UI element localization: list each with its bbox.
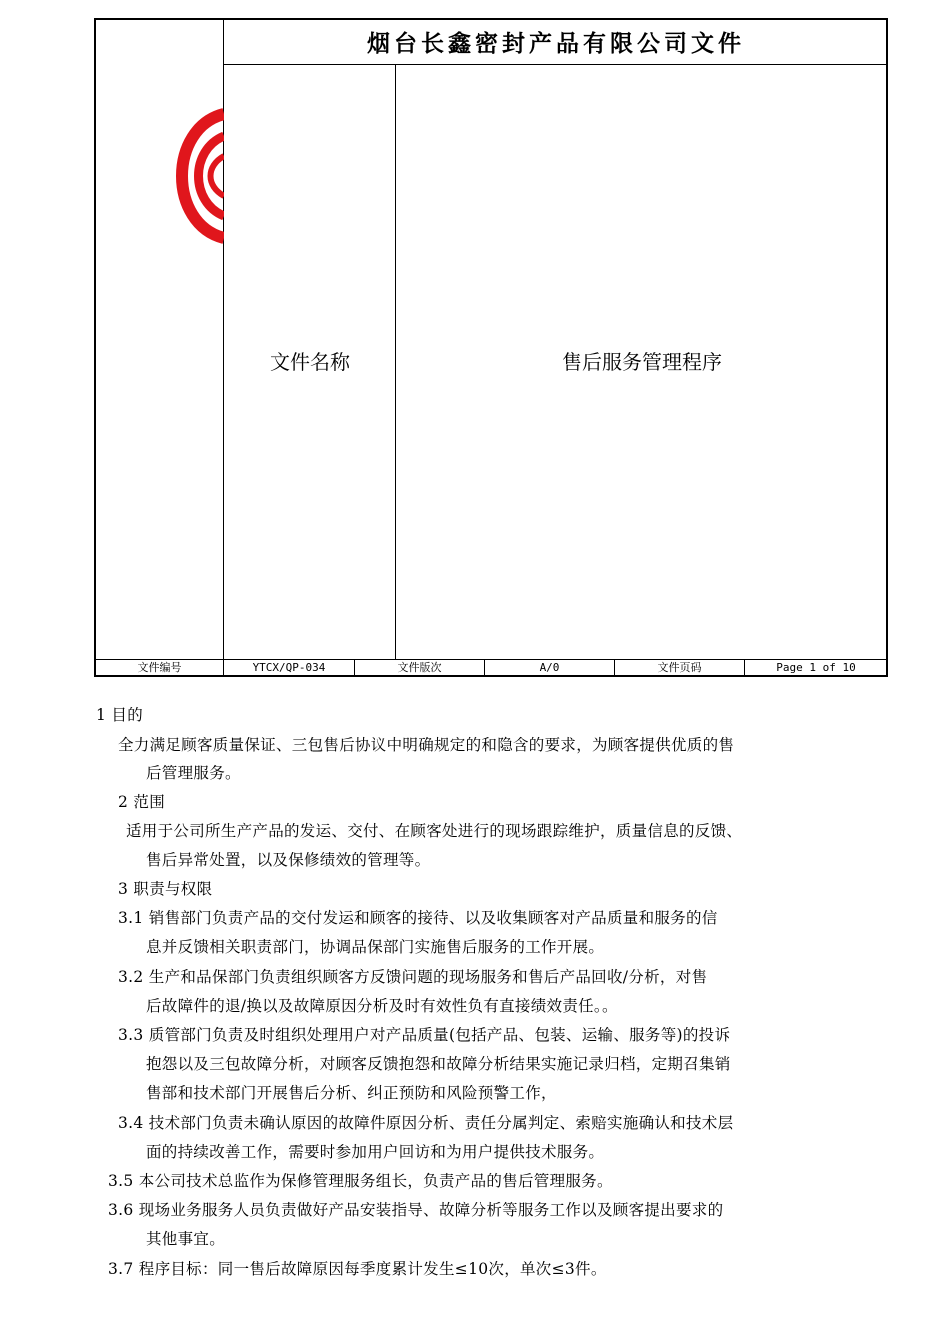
section-1-text-line-1: 全力满足顾客质量保证、三包售后协议中明确规定的和隐含的要求，为顾客提供优质的售 — [118, 736, 735, 754]
section-3-6-line-1: 3.6 现场业务服务人员负责做好产品安装指导、故障分析等服务工作以及顾客提出要求的 — [108, 1201, 724, 1219]
section-3-2-line-2: 后故障件的退/换以及故障原因分析及时有效性负有直接绩效责任。。 — [146, 997, 618, 1015]
version-value: A/0 — [539, 661, 560, 674]
section-2-text-line-1: 适用于公司所生产产品的发运、交付、在顾客处进行的现场跟踪维护，质量信息的反馈、 — [126, 822, 743, 840]
section-3-1-line-2: 息并反馈相关职责部门，协调品保部门实施售后服务的工作开展。 — [146, 938, 605, 956]
section-3-4-line-2: 面的持续改善工作，需要时参加用户回访和为用户提供技术服务。 — [146, 1143, 605, 1161]
version-label: 文件版次 — [397, 661, 442, 674]
section-3-6-line-2: 其他事宜。 — [146, 1230, 226, 1248]
section-1-text-line-2: 后管理服务。 — [146, 764, 241, 782]
section-3-3-line-1: 3.3 质管部门负责及时组织处理用户对产品质量(包括产品、包装、运输、服务等)的投诉 — [118, 1026, 731, 1044]
file-name-label: 文件名称 — [270, 350, 350, 374]
file-name-value: 售后服务管理程序 — [562, 350, 722, 374]
company-title: 烟台长鑫密封产品有限公司文件 — [367, 31, 745, 57]
section-3-7-line-1: 3.7 程序目标：同一售后故障原因每季度累计发生≤10次，单次≤3件。 — [108, 1260, 607, 1278]
section-1-title: 1 目的 — [96, 706, 143, 724]
page-label: 文件页码 — [657, 661, 702, 674]
file-number-value: YTCX/QP-034 — [252, 661, 326, 674]
section-3-title: 3 职责与权限 — [118, 880, 213, 898]
file-number-label: 文件编号 — [137, 661, 182, 674]
frame-divider-title — [223, 64, 888, 65]
section-2-text-line-2: 售后异常处置，以及保修绩效的管理等。 — [146, 851, 431, 869]
section-3-4-line-1: 3.4 技术部门负责未确认原因的故障件原因分析、责任分属判定、索赔实施确认和技术层 — [118, 1114, 734, 1132]
section-3-2-line-1: 3.2 生产和品保部门负责组织顾客方反馈问题的现场服务和售后产品回收/分析，对售 — [118, 968, 708, 986]
section-3-5-line-1: 3.5 本公司技术总监作为保修管理服务组长，负责产品的售后管理服务。 — [108, 1172, 613, 1190]
company-logo — [168, 108, 224, 244]
section-2-title: 2 范围 — [118, 793, 165, 811]
section-3-3-line-2: 抱怨以及三包故障分析，对顾客反馈抱怨和故障分析结果实施记录归档，定期召集销 — [146, 1055, 731, 1073]
page-number: Page 1 of 10 — [776, 661, 856, 674]
section-3-1-line-1: 3.1 销售部门负责产品的交付发运和顾客的接待、以及收集顾客对产品质量和服务的信 — [118, 909, 718, 927]
section-3-3-line-3: 售部和技术部门开展售后分析、纠正预防和风险预警工作， — [146, 1084, 557, 1102]
